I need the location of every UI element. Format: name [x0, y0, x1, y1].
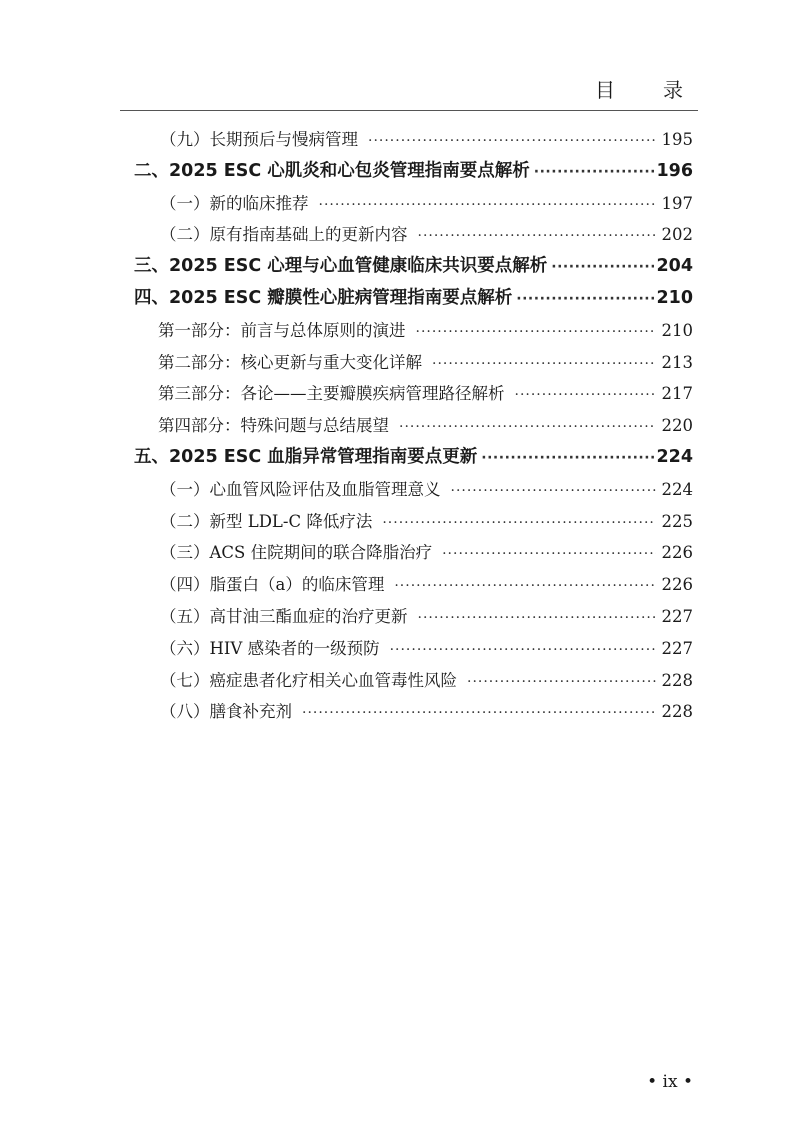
- toc-entry[interactable]: [134, 537, 693, 569]
- leader-dots: [516, 284, 654, 316]
- page-number: • ix •: [647, 1072, 693, 1092]
- toc-entry-page: 210: [661, 320, 693, 340]
- toc-entry[interactable]: [134, 696, 693, 728]
- toc-entry-page: 217: [661, 384, 693, 404]
- page-title: 目 录: [595, 78, 697, 102]
- toc-entry[interactable]: [134, 124, 693, 156]
- leader-dots: [418, 221, 656, 253]
- toc-entry-title: （六）HIV 感染者的一级预防: [160, 638, 380, 658]
- toc-section[interactable]: [134, 442, 693, 474]
- toc-section-title: 四、2025 ESC 瓣膜性心脏病管理指南要点解析: [134, 287, 513, 308]
- toc-entry[interactable]: [134, 219, 693, 251]
- toc-entry-page: 224: [661, 479, 693, 499]
- toc-entry[interactable]: [134, 315, 693, 347]
- leader-dots: [416, 317, 656, 349]
- toc-entry[interactable]: [134, 378, 693, 410]
- toc-entry-title: （三）ACS 住院期间的联合降脂治疗: [160, 543, 433, 563]
- toc-entry-title: 第四部分：特殊问题与总结展望: [158, 416, 389, 436]
- toc-entry[interactable]: [134, 569, 693, 601]
- toc-entry-page: 226: [661, 543, 693, 563]
- toc-entry-page: 228: [661, 670, 693, 690]
- leader-dots: [481, 443, 654, 475]
- toc-entry-title: （八）膳食补充剂: [160, 702, 292, 722]
- toc-section-page: 196: [656, 160, 693, 181]
- toc-entry-page: 226: [661, 575, 693, 595]
- toc-entry-title: （五）高甘油三酯血症的治疗更新: [160, 606, 408, 626]
- toc-section-page: 224: [656, 446, 693, 467]
- leader-dots: [515, 380, 656, 412]
- toc-entry[interactable]: [134, 633, 693, 665]
- toc-entry-page: 227: [661, 638, 693, 658]
- toc-entry-title: （九）长期预后与慢病管理: [160, 130, 358, 149]
- toc-section-page: 204: [656, 256, 693, 277]
- toc-entry-page: 197: [661, 193, 693, 213]
- toc-entry-title: 第一部分：前言与总体原则的演进: [158, 320, 406, 340]
- toc-entry-page: 202: [661, 225, 693, 245]
- toc-entry-page: 228: [661, 702, 693, 722]
- toc-entry-title: （七）癌症患者化疗相关心血管毒性风险: [160, 670, 457, 690]
- leader-dots: [394, 571, 655, 603]
- toc-entry[interactable]: [134, 601, 693, 633]
- toc-entry-title: （四）脂蛋白（a）的临床管理: [160, 575, 385, 595]
- toc-entry-page: 220: [661, 416, 693, 436]
- leader-dots: [302, 698, 656, 730]
- toc-entry[interactable]: [134, 506, 693, 538]
- table-of-contents: [134, 124, 693, 728]
- toc-section[interactable]: [134, 283, 693, 315]
- toc-entry-title: （二）原有指南基础上的更新内容: [160, 225, 408, 245]
- toc-entry-title: （一）心血管风险评估及血脂管理意义: [160, 479, 441, 499]
- toc-entry-title: 第三部分：各论——主要瓣膜疾病管理路径解析: [158, 384, 505, 404]
- leader-dots: [534, 157, 655, 189]
- toc-section-page: 210: [656, 287, 693, 308]
- leader-dots: [368, 126, 656, 158]
- leader-dots: [319, 190, 656, 222]
- leader-dots: [418, 603, 656, 635]
- leader-dots: [399, 412, 656, 444]
- header-divider: [120, 110, 698, 111]
- toc-entry[interactable]: [134, 347, 693, 379]
- leader-dots: [432, 349, 656, 381]
- toc-entry[interactable]: [134, 188, 693, 220]
- leader-dots: [390, 635, 656, 667]
- toc-entry[interactable]: [134, 474, 693, 506]
- leader-dots: [451, 476, 656, 508]
- toc-entry[interactable]: [134, 665, 693, 697]
- toc-entry-title: （二）新型 LDL-C 降低疗法: [160, 511, 373, 531]
- leader-dots: [382, 508, 655, 540]
- leader-dots: [467, 667, 656, 699]
- toc-entry-title: （一）新的临床推荐: [160, 193, 309, 213]
- leader-dots: [551, 252, 654, 284]
- toc-section[interactable]: [134, 251, 693, 283]
- toc-section-title: 二、2025 ESC 心肌炎和心包炎管理指南要点解析: [134, 160, 530, 181]
- toc-section[interactable]: [134, 156, 693, 188]
- toc-entry-page: 195: [661, 130, 693, 149]
- leader-dots: [442, 539, 655, 571]
- toc-entry-page: 213: [661, 352, 693, 372]
- toc-entry-page: 227: [661, 606, 693, 626]
- toc-section-title: 五、2025 ESC 血脂异常管理指南要点更新: [134, 446, 478, 467]
- toc-entry-page: 225: [661, 511, 693, 531]
- toc-entry-title: 第二部分：核心更新与重大变化详解: [158, 352, 422, 372]
- toc-section-title: 三、2025 ESC 心理与心血管健康临床共识要点解析: [134, 256, 548, 277]
- toc-entry[interactable]: [134, 410, 693, 442]
